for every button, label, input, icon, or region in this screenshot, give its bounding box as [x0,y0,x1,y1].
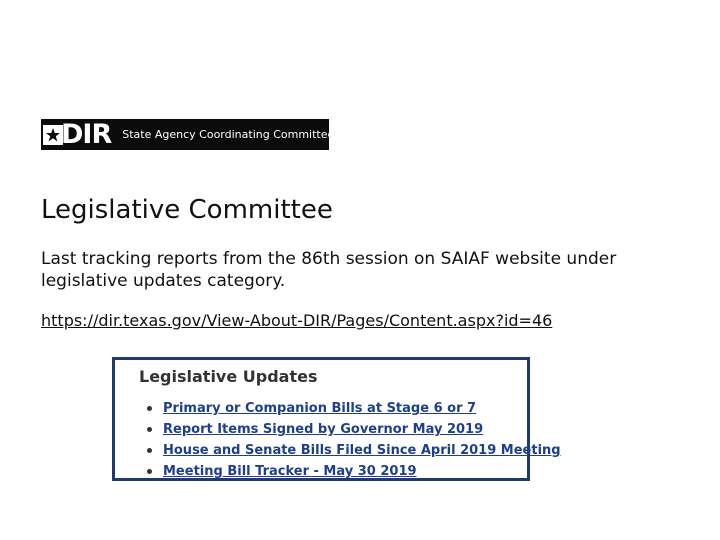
texas-star-icon [41,119,63,150]
update-link-governor-signed[interactable]: Report Items Signed by Governor May 2019 [163,422,484,437]
logo-tagline: State Agency Coordinating Committee [122,128,335,141]
list-item [137,461,527,482]
bullet-icon [147,406,152,411]
update-link-stage-bills[interactable]: Primary or Companion Bills at Stage 6 or 7 [163,401,477,416]
update-link-bills-filed[interactable]: House and Senate Bills Filed Since April 2019 Meeting [163,443,561,458]
bullet-icon [147,448,152,453]
bullet-icon [147,469,152,474]
list-item [137,398,527,419]
bullet-icon [147,427,152,432]
dir-logo [41,119,335,150]
list-item [137,440,561,461]
saiaf-website-link[interactable]: https://dir.texas.gov/View-About-DIR/Pages/Content.aspx?id=46 [41,311,553,330]
legislative-updates-panel [112,357,561,481]
page-title: Legislative Committee [41,195,333,225]
panel-heading: Legislative Updates [139,367,318,386]
update-link-bill-tracker[interactable]: Meeting Bill Tracker - May 30 2019 [163,464,417,479]
logo-wordmark: DIR [61,119,112,150]
updates-list [137,398,561,482]
description-text: Last tracking reports from the 86th session on SAIAF website under legislative updates category. [41,249,617,291]
list-item [137,419,527,440]
